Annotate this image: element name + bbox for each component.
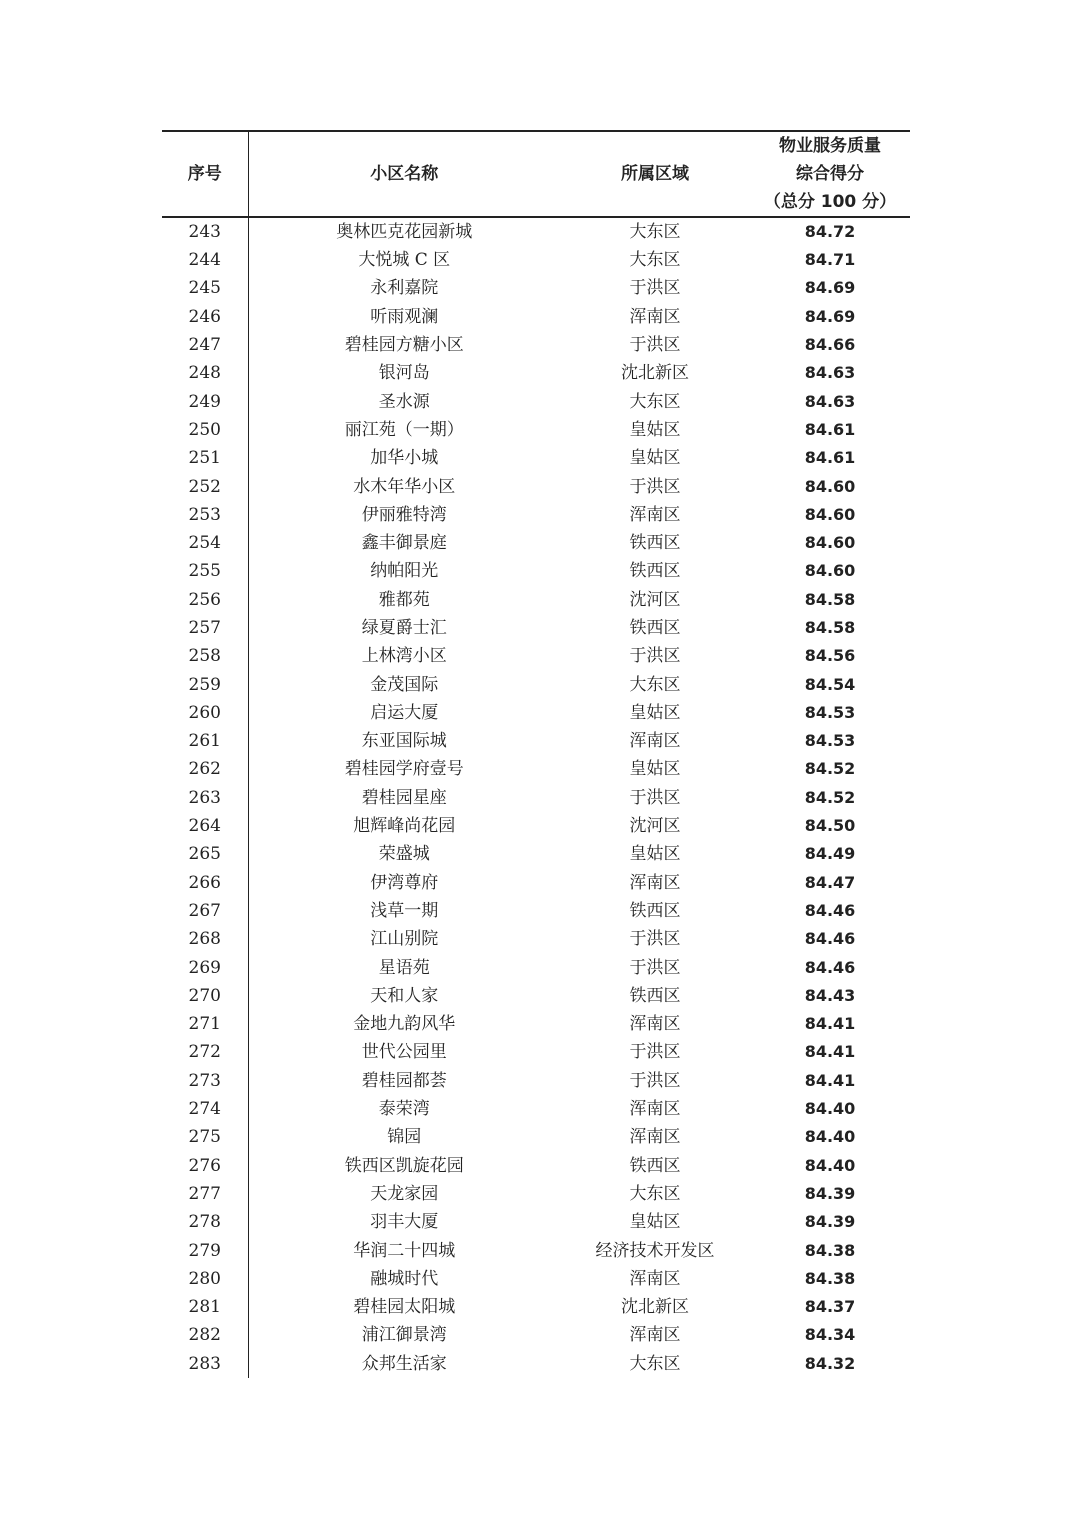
row-score: 84.50 <box>804 816 856 836</box>
row-score: 84.53 <box>804 702 856 722</box>
row-community-name: 羽丰大厦 <box>370 1212 439 1233</box>
table-row <box>162 1350 910 1378</box>
row-district: 于洪区 <box>629 787 681 808</box>
row-district: 浑南区 <box>629 1127 681 1148</box>
table-row <box>162 982 910 1010</box>
header-name: 小区名称 <box>248 131 560 217</box>
table-row <box>162 472 910 500</box>
table-row <box>162 642 910 670</box>
row-district: 于洪区 <box>629 335 681 356</box>
row-district: 皇姑区 <box>629 844 681 865</box>
row-score: 84.46 <box>804 929 856 949</box>
table-row <box>162 699 910 727</box>
table-row <box>162 416 910 444</box>
row-score: 84.41 <box>804 1042 856 1062</box>
row-score: 84.39 <box>804 1212 856 1232</box>
row-score: 84.38 <box>804 1240 856 1260</box>
row-seq: 246 <box>162 303 248 331</box>
table-row <box>162 1293 910 1321</box>
row-score: 84.47 <box>804 872 856 892</box>
row-seq: 262 <box>162 755 248 783</box>
row-district: 于洪区 <box>629 278 681 299</box>
row-community-name: 铁西区凯旋花园 <box>344 1155 464 1176</box>
row-community-name: 大悦城 C 区 <box>358 250 451 271</box>
row-community-name: 丽江苑（一期） <box>344 419 464 440</box>
table-row <box>162 670 910 698</box>
row-community-name: 东亚国际城 <box>361 731 447 752</box>
row-community-name: 泰荣湾 <box>378 1099 430 1120</box>
table-row <box>162 274 910 302</box>
row-district: 大东区 <box>629 674 681 695</box>
table-row <box>162 387 910 415</box>
row-seq: 249 <box>162 387 248 415</box>
row-community-name: 碧桂园太阳城 <box>353 1297 456 1318</box>
row-seq: 244 <box>162 246 248 274</box>
row-seq: 243 <box>162 217 248 246</box>
row-seq: 275 <box>162 1123 248 1151</box>
row-community-name: 水木年华小区 <box>353 476 456 497</box>
row-community-name: 荣盛城 <box>378 844 430 865</box>
row-seq: 255 <box>162 557 248 585</box>
row-district: 铁西区 <box>629 985 681 1006</box>
row-community-name: 浦江御景湾 <box>361 1325 447 1346</box>
row-community-name: 鑫丰御景庭 <box>361 533 447 554</box>
row-seq: 259 <box>162 670 248 698</box>
table-row <box>162 557 910 585</box>
row-seq: 257 <box>162 614 248 642</box>
row-score: 84.69 <box>804 278 856 298</box>
ranking-table <box>162 130 910 1378</box>
header-score-line1: 物业服务质量 <box>779 136 881 156</box>
row-score: 84.61 <box>804 419 856 439</box>
row-community-name: 绿夏爵士汇 <box>361 618 447 638</box>
row-district: 沈河区 <box>629 589 681 610</box>
row-community-name: 江山别院 <box>370 929 439 950</box>
row-district: 皇姑区 <box>629 448 681 469</box>
row-district: 皇姑区 <box>629 702 681 723</box>
row-district: 于洪区 <box>629 1042 681 1063</box>
row-district: 浑南区 <box>629 872 681 893</box>
row-score: 84.61 <box>804 448 856 468</box>
row-score: 84.46 <box>804 957 856 977</box>
table-row <box>162 953 910 981</box>
row-district: 皇姑区 <box>629 1212 681 1233</box>
row-score: 84.38 <box>804 1268 856 1288</box>
row-district: 经济技术开发区 <box>595 1240 715 1261</box>
table-row <box>162 1067 910 1095</box>
row-community-name: 奥林匹克花园新城 <box>336 222 473 242</box>
row-district: 铁西区 <box>629 561 681 582</box>
row-seq: 276 <box>162 1152 248 1180</box>
table-row <box>162 614 910 642</box>
row-seq: 280 <box>162 1265 248 1293</box>
row-seq: 250 <box>162 416 248 444</box>
row-district: 于洪区 <box>629 929 681 950</box>
row-score: 84.41 <box>804 1070 856 1090</box>
table-row <box>162 1010 910 1038</box>
table-row <box>162 1236 910 1264</box>
table-row <box>162 1180 910 1208</box>
row-community-name: 上林湾小区 <box>361 646 447 667</box>
row-community-name: 银河岛 <box>378 363 430 384</box>
row-district: 大东区 <box>629 250 681 271</box>
row-district: 浑南区 <box>629 504 681 525</box>
row-community-name: 融城时代 <box>370 1268 439 1289</box>
row-district: 大东区 <box>629 1353 681 1374</box>
row-community-name: 碧桂园学府壹号 <box>344 759 464 780</box>
row-seq: 254 <box>162 529 248 557</box>
header-score-line2: 综合得分 <box>796 164 864 184</box>
row-seq: 271 <box>162 1010 248 1038</box>
row-seq: 263 <box>162 784 248 812</box>
table-row <box>162 840 910 868</box>
header-seq: 序号 <box>162 131 248 217</box>
row-district: 铁西区 <box>629 1155 681 1176</box>
table-row <box>162 925 910 953</box>
header-score <box>750 131 910 217</box>
row-score: 84.60 <box>804 504 856 524</box>
table-row <box>162 359 910 387</box>
row-seq: 281 <box>162 1293 248 1321</box>
row-community-name: 世代公园里 <box>361 1042 447 1063</box>
row-seq: 245 <box>162 274 248 302</box>
row-seq: 251 <box>162 444 248 472</box>
row-community-name: 伊丽雅特湾 <box>361 504 447 525</box>
row-district: 浑南区 <box>629 1014 681 1035</box>
row-score: 84.63 <box>804 391 856 411</box>
row-seq: 277 <box>162 1180 248 1208</box>
row-seq: 269 <box>162 953 248 981</box>
row-district: 铁西区 <box>629 900 681 921</box>
row-district: 大东区 <box>629 391 681 412</box>
row-score: 84.41 <box>804 1014 856 1034</box>
row-district: 皇姑区 <box>629 419 681 440</box>
table-row <box>162 1265 910 1293</box>
row-seq: 274 <box>162 1095 248 1123</box>
row-seq: 247 <box>162 331 248 359</box>
row-community-name: 雅都苑 <box>378 589 430 610</box>
row-score: 84.60 <box>804 533 856 553</box>
row-score: 84.40 <box>804 1127 856 1147</box>
row-score: 84.69 <box>804 306 856 326</box>
row-district: 铁西区 <box>629 618 681 638</box>
row-seq: 267 <box>162 897 248 925</box>
row-seq: 270 <box>162 982 248 1010</box>
table-row <box>162 1152 910 1180</box>
table-row <box>162 246 910 274</box>
table-header <box>162 131 910 217</box>
row-seq: 258 <box>162 642 248 670</box>
row-score: 84.52 <box>804 787 856 807</box>
table-row <box>162 1321 910 1349</box>
row-district: 于洪区 <box>629 476 681 497</box>
row-score: 84.37 <box>804 1297 856 1317</box>
row-score: 84.72 <box>804 222 856 241</box>
row-community-name: 听雨观澜 <box>370 306 439 327</box>
row-community-name: 永利嘉院 <box>370 278 439 299</box>
table-row <box>162 1095 910 1123</box>
table-row <box>162 501 910 529</box>
row-score: 84.39 <box>804 1183 856 1203</box>
table-row <box>162 755 910 783</box>
row-district: 皇姑区 <box>629 759 681 780</box>
row-community-name: 碧桂园星座 <box>361 787 447 808</box>
row-score: 84.32 <box>804 1353 856 1373</box>
row-seq: 282 <box>162 1321 248 1349</box>
row-district: 铁西区 <box>629 533 681 554</box>
row-seq: 248 <box>162 359 248 387</box>
row-score: 84.40 <box>804 1099 856 1119</box>
row-community-name: 星语苑 <box>378 957 430 978</box>
row-community-name: 浅草一期 <box>370 900 439 921</box>
row-district: 于洪区 <box>629 957 681 978</box>
row-score: 84.60 <box>804 476 856 496</box>
table-row <box>162 784 910 812</box>
row-score: 84.46 <box>804 900 856 920</box>
row-district: 沈北新区 <box>621 363 689 384</box>
table-row <box>162 1208 910 1236</box>
row-seq: 272 <box>162 1038 248 1066</box>
row-district: 浑南区 <box>629 1099 681 1120</box>
table-row <box>162 869 910 897</box>
row-score: 84.58 <box>804 589 856 609</box>
row-district: 沈河区 <box>629 816 681 837</box>
row-seq: 278 <box>162 1208 248 1236</box>
row-community-name: 天龙家园 <box>370 1183 439 1204</box>
row-score: 84.56 <box>804 646 856 666</box>
row-community-name: 伊湾尊府 <box>370 872 439 893</box>
row-community-name: 加华小城 <box>370 448 439 469</box>
row-community-name: 金茂国际 <box>370 674 439 695</box>
table-row <box>162 1123 910 1151</box>
row-seq: 256 <box>162 586 248 614</box>
row-community-name: 天和人家 <box>370 985 439 1006</box>
table-row <box>162 1038 910 1066</box>
row-community-name: 金地九韵风华 <box>353 1014 456 1035</box>
table-row <box>162 529 910 557</box>
table-row <box>162 444 910 472</box>
row-community-name: 旭辉峰尚花园 <box>353 816 456 837</box>
row-community-name: 纳帕阳光 <box>370 561 439 582</box>
row-community-name: 碧桂园都荟 <box>361 1070 447 1091</box>
row-seq: 260 <box>162 699 248 727</box>
row-district: 沈北新区 <box>621 1297 689 1318</box>
table-row <box>162 331 910 359</box>
row-district: 浑南区 <box>629 1268 681 1289</box>
row-score: 84.43 <box>804 985 856 1005</box>
row-score: 84.66 <box>804 335 856 355</box>
row-community-name: 锦园 <box>387 1127 422 1148</box>
row-score: 84.40 <box>804 1155 856 1175</box>
table-row <box>162 897 910 925</box>
row-district: 浑南区 <box>629 306 681 327</box>
row-seq: 283 <box>162 1350 248 1378</box>
table-row <box>162 303 910 331</box>
row-seq: 264 <box>162 812 248 840</box>
row-community-name: 华润二十四城 <box>353 1240 456 1261</box>
table-body <box>162 217 910 1378</box>
row-score: 84.63 <box>804 363 856 383</box>
table-row <box>162 586 910 614</box>
table-row <box>162 217 910 246</box>
row-community-name: 碧桂园方糖小区 <box>344 335 464 356</box>
row-seq: 266 <box>162 869 248 897</box>
row-district: 浑南区 <box>629 731 681 752</box>
row-district: 于洪区 <box>629 1070 681 1091</box>
row-seq: 252 <box>162 472 248 500</box>
row-community-name: 启运大厦 <box>370 702 439 723</box>
row-score: 84.53 <box>804 731 856 751</box>
table-row <box>162 812 910 840</box>
row-community-name: 众邦生活家 <box>361 1353 447 1374</box>
row-seq: 268 <box>162 925 248 953</box>
row-score: 84.34 <box>804 1325 856 1345</box>
table-row <box>162 727 910 755</box>
row-district: 大东区 <box>629 1183 681 1204</box>
row-district: 于洪区 <box>629 646 681 667</box>
header-row <box>162 131 910 217</box>
row-seq: 253 <box>162 501 248 529</box>
row-score: 84.60 <box>804 561 856 581</box>
row-score: 84.71 <box>804 250 856 270</box>
row-score: 84.58 <box>804 618 856 637</box>
header-score-line3: （总分 100 分） <box>763 192 897 212</box>
row-seq: 261 <box>162 727 248 755</box>
row-score: 84.49 <box>804 844 856 864</box>
row-seq: 273 <box>162 1067 248 1095</box>
row-community-name: 圣水源 <box>378 391 430 412</box>
row-score: 84.52 <box>804 759 856 779</box>
row-seq: 279 <box>162 1236 248 1264</box>
header-district: 所属区域 <box>560 131 750 217</box>
row-district: 浑南区 <box>629 1325 681 1346</box>
row-score: 84.54 <box>804 674 856 694</box>
row-district: 大东区 <box>629 222 681 242</box>
row-seq: 265 <box>162 840 248 868</box>
